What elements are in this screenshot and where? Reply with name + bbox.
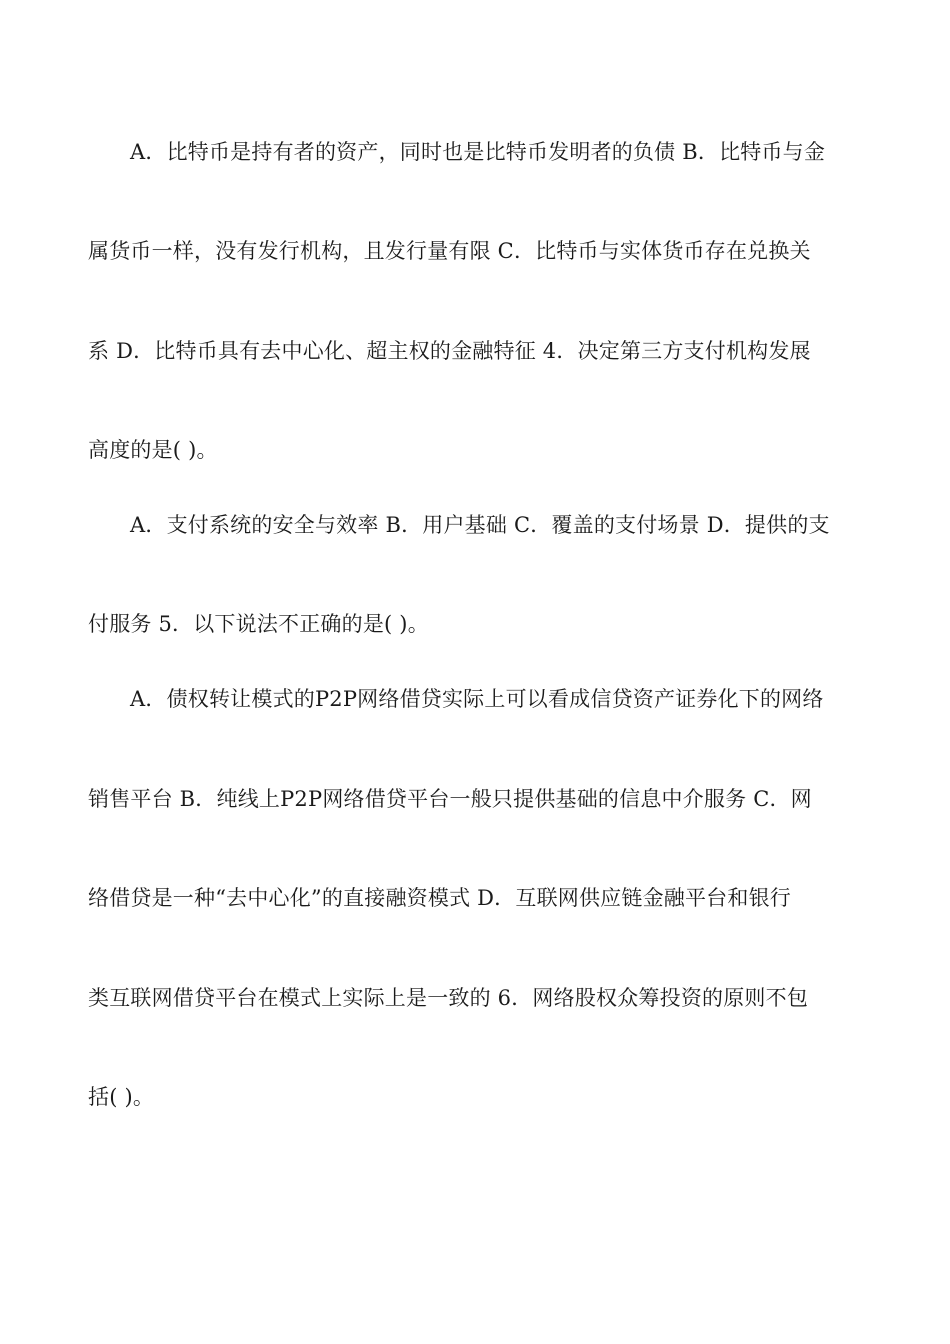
text-line: 类互联网借贷平台在模式上实际上是一致的 6．网络股权众筹投资的原则不包 (88, 986, 809, 1010)
text-line: 属货币一样，没有发行机构，且发行量有限 C．比特币与实体货币存在兑换关 (88, 239, 811, 263)
text-line: 系 D．比特币具有去中心化、超主权的金融特征 4．决定第三方支付机构发展 (88, 339, 811, 363)
text-line: 付服务 5．以下说法不正确的是( )。 (88, 612, 429, 636)
text-line: 销售平台 B．纯线上P2P网络借贷平台一般只提供基础的信息中介服务 C．网 (88, 787, 812, 811)
text-line: A．支付系统的安全与效率 B．用户基础 C．覆盖的支付场景 D．提供的支 (130, 513, 830, 537)
text-line: A．比特币是持有者的资产，同时也是比特币发明者的负债 B．比特币与金 (130, 140, 826, 164)
text-line: 络借贷是一种“去中心化”的直接融资模式 D．互联网供应链金融平台和银行 (88, 886, 791, 910)
text-line: A．债权转让模式的P2P网络借贷实际上可以看成信贷资产证券化下的网络 (130, 687, 824, 711)
text-line: 高度的是( )。 (88, 438, 218, 462)
text-line: 括( )。 (88, 1085, 155, 1109)
